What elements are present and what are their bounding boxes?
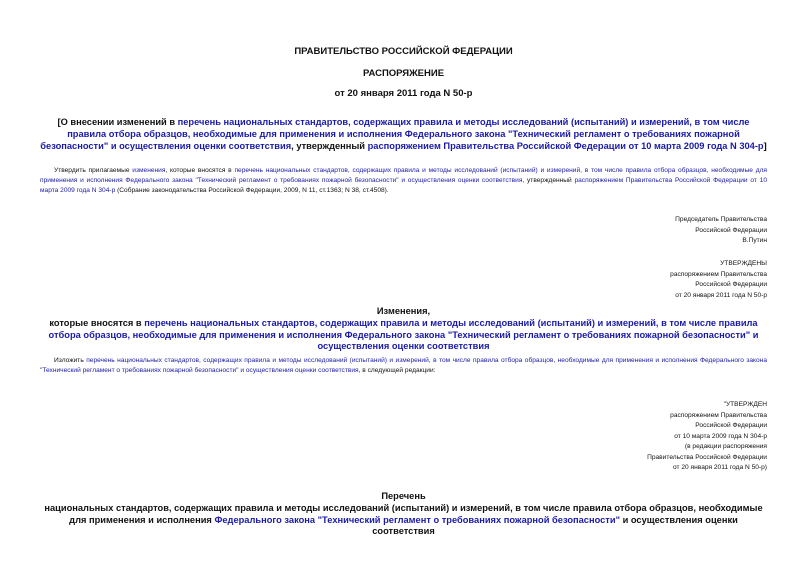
signature-block	[675, 215, 767, 247]
document-title	[0, 116, 807, 152]
approval2-line-1: "УТВЕРЖДЕН	[723, 401, 767, 408]
title-link-order[interactable]: распоряжением Правительства Российской Федерации от 10 марта 2009 года N 304-р	[367, 141, 764, 151]
title-middle: , утвержденный	[291, 141, 368, 151]
approval1-line-3: Российской Федерации	[695, 281, 767, 288]
main-paragraph	[0, 166, 807, 196]
list-title-text-2: и осуществления оценки соответствия	[372, 514, 738, 536]
approval-block-1	[670, 259, 767, 301]
signature-line-3: В.Путин	[742, 237, 767, 244]
approval1-line-4: от 20 января 2011 года N 50-р	[675, 291, 767, 299]
approval2-line-5: (в редакции распоряжения	[684, 443, 767, 450]
approval2-line-2: распоряжением Правительства	[670, 411, 767, 419]
changes-title-text: которые вносятся в	[49, 318, 145, 328]
changes-title	[0, 318, 807, 353]
title-suffix: ]	[763, 141, 767, 151]
title-prefix: [О внесении изменений в	[57, 117, 178, 127]
changes-text-1: Изложить	[54, 357, 87, 364]
approval2-line-4: от 10 марта 2009 года N 304-р	[674, 432, 767, 440]
approval2-line-7: от 20 января 2011 года N 50-р)	[673, 464, 767, 471]
changes-title-link[interactable]: перечень национальных стандартов, содержащих правила и методы исследований (испытаний) и измерений, в том числе правила отбора образцов, необходимые для применения и исполнения Федерального закона "Технический регламент о требованиях пожарной безопасности" и осуществления оценки соответствия	[48, 318, 759, 351]
para-text-1: Утвердить прилагаемые	[54, 167, 133, 174]
list-heading: Перечень	[381, 491, 426, 501]
list-title-text-1: национальных стандартов, содержащих правила и методы исследований (испытаний) и измерений, в том числе правила отбора образцов, необходимые для применения и исполнения	[44, 503, 763, 525]
document-date: от 20 января 2011 года N 50-р	[334, 88, 473, 99]
list-title-link-law[interactable]: Федерального закона "Технический регламент о требованиях пожарной безопасности"	[214, 514, 620, 525]
approval1-line-1: УТВЕРЖДЕНЫ	[720, 260, 767, 267]
changes-paragraph	[0, 356, 807, 376]
approval1-line-2: распоряжением Правительства	[670, 270, 767, 278]
approval-block-2	[647, 400, 767, 474]
changes-link-list[interactable]: перечень национальных стандартов, содержащих правила и методы исследований (испытаний) и измерений, в том числе правила отбора образцов, необходимые для применения и исполнения Федерального закона "Технический регламент о требованиях пожарной безопасности" и осуществления оценки соответствия	[40, 357, 767, 374]
para-text-2: , которые вносятся в	[165, 167, 235, 174]
para-link-order[interactable]: распоряжением Правительства Российской Федерации от 10 марта 2009 года N 304-р	[40, 177, 767, 194]
para-text-4: (Собрание законодательства Российской Федерации, 2009, N 11, ст.1363; N 38, ст.4508).	[115, 187, 389, 194]
approval2-line-3: Российской Федерации	[695, 422, 767, 429]
approval2-line-6: Правительства Российской Федерации	[647, 453, 767, 461]
list-title	[0, 503, 807, 538]
document-type: РАСПОРЯЖЕНИЕ	[362, 68, 445, 79]
government-name: ПРАВИТЕЛЬСТВО РОССИЙСКОЙ ФЕДЕРАЦИИ	[294, 46, 513, 57]
title-link-list[interactable]: перечень национальных стандартов, содержащих правила и методы исследований (испытаний) и измерений, в том числе правила отбора образцов, необходимые для применения и исполнения Федерального закона "Технический регламент о требованиях пожарной безопасности" и осуществления оценки соответствия	[40, 117, 750, 151]
changes-text-2: , в следующей редакции:	[358, 367, 436, 374]
changes-heading: Изменения,	[376, 306, 431, 316]
para-link-changes[interactable]: изменения	[132, 167, 166, 174]
para-link-list[interactable]: перечень национальных стандартов, содержащих правила и методы исследований (испытаний) и измерений, в том числе правила отбора образцов, необходимые для применения и исполнения Федерального закона "Технический регламент о требованиях пожарной безопасности" и осуществления оценки соответствия	[40, 167, 767, 184]
signature-line-2: Российской Федерации	[695, 226, 767, 234]
para-text-3: , утвержденный	[522, 177, 575, 184]
signature-line-1: Председатель Правительства	[675, 216, 767, 223]
